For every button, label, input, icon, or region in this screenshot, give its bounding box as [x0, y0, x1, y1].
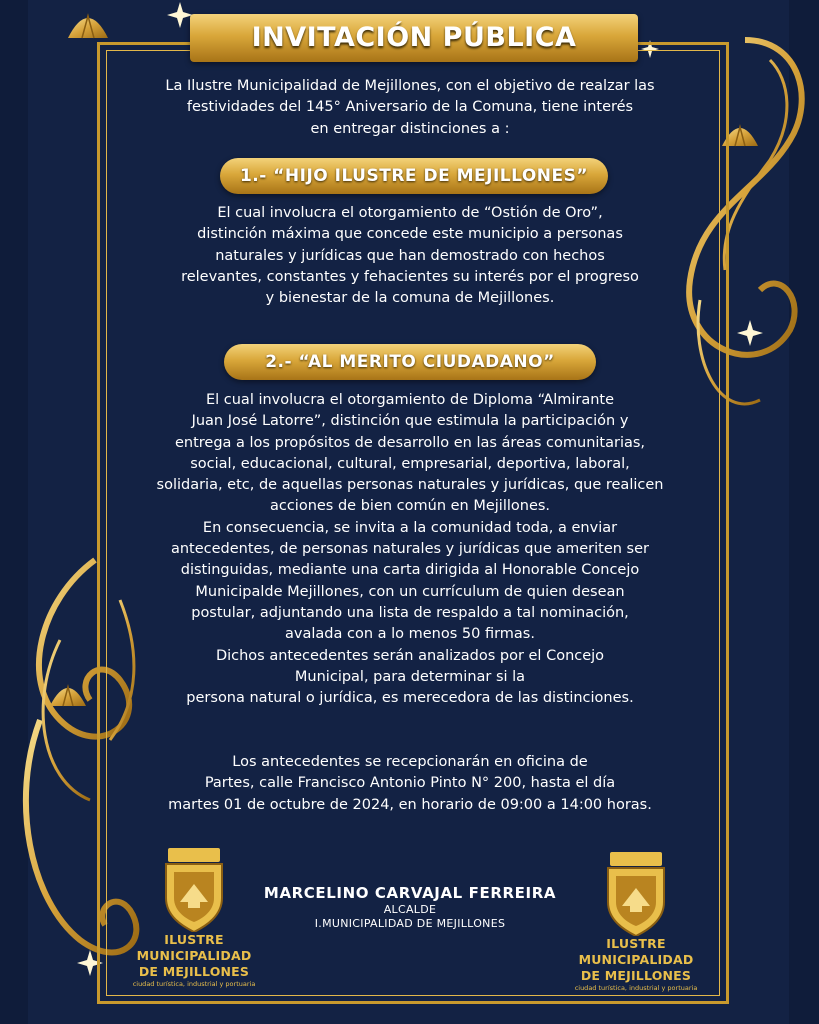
section1-paragraph — [130, 203, 690, 309]
title-banner — [190, 14, 638, 62]
section2-line: acciones de bien común en Mejillones. — [269, 498, 551, 515]
page-title: INVITACIÓN PÚBLICA — [251, 22, 577, 53]
section2-banner — [224, 344, 596, 380]
section2-line: Municipal, para determinar si la — [294, 668, 526, 685]
closing-line: Partes, calle Francisco Antonio Pinto N° 200, hasta el día — [204, 775, 616, 792]
signature-organization: I.MUNICIPALIDAD DE MEJILLONES — [314, 917, 506, 930]
intro-line: en entregar distinciones a : — [310, 120, 510, 137]
signature-block — [250, 884, 570, 931]
logo-name-line1: ILUSTRE MUNICIPALIDAD — [578, 936, 694, 967]
shield-icon — [162, 848, 226, 932]
logo-name-line1: ILUSTRE MUNICIPALIDAD — [136, 932, 252, 963]
section1-heading: 1.- “HIJO ILUSTRE DE MEJILLONES” — [239, 166, 589, 186]
section1-line: naturales y jurídicas que han demostrado con hechos — [215, 247, 605, 264]
section2-line: El cual involucra el otorgamiento de Diploma “Almirante — [205, 392, 615, 408]
section2-line: En consecuencia, se invita a la comunidad toda, a enviar — [202, 519, 618, 536]
intro-line: festividades del 145° Aniversario de la Comuna, tiene interés — [186, 99, 634, 116]
section2-line: Municipalde Mejillones, con un currículum de quien desean — [195, 583, 625, 600]
mayor-role: ALCALDE — [383, 903, 437, 916]
intro-line: La Ilustre Municipalidad de Mejillones, con el objetivo de realzar las — [165, 78, 655, 94]
section2-line: postular, adjuntando una lista de respaldo a tal nominación, — [191, 604, 629, 621]
logo-name-line2: DE MEJILLONES — [138, 964, 250, 979]
section2-heading: 2.- “AL MERITO CIUDADANO” — [265, 352, 555, 372]
section1-line: y bienestar de la comuna de Mejillones. — [265, 290, 555, 307]
shield-icon — [604, 852, 668, 936]
closing-line: martes 01 de octubre de 2024, en horario de 09:00 a 14:00 horas. — [168, 796, 652, 813]
section2-line: solidaria, etc, de aquellas personas naturales y jurídicas, que realicen — [156, 477, 664, 494]
section1-line: relevantes, constantes y fehacientes su interés por el progreso — [181, 268, 639, 285]
logo-tagline: ciudad turística, industrial y portuaria — [574, 984, 698, 992]
section1-line: distinción máxima que concede este municipio a personas — [197, 226, 623, 243]
section1-banner — [220, 158, 608, 194]
section2-line: distinguidas, mediante una carta dirigida al Honorable Concejo — [180, 562, 640, 579]
section2-line: social, educacional, cultural, empresarial, deportiva, laboral, — [190, 455, 630, 472]
section2-paragraph — [130, 390, 690, 709]
section1-line: El cual involucra el otorgamiento de “Ostión de Oro”, — [217, 205, 603, 221]
section2-line: Juan José Latorre”, distinción que estimula la participación y — [191, 413, 629, 430]
municipality-logo-right — [556, 852, 716, 993]
logo-name-line2: DE MEJILLONES — [580, 968, 692, 983]
mayor-name: MARCELINO CARVAJAL FERREIRA — [263, 884, 557, 902]
section2-line: Dichos antecedentes serán analizados por el Concejo — [215, 647, 605, 664]
closing-line: Los antecedentes se recepcionarán en oficina de — [232, 754, 588, 770]
closing-paragraph — [130, 752, 690, 816]
logo-tagline: ciudad turística, industrial y portuaria — [132, 980, 256, 988]
intro-paragraph — [130, 76, 690, 140]
section2-line: antecedentes, de personas naturales y jurídicas que ameriten ser — [170, 541, 649, 558]
section2-line: avalada con a lo menos 50 firmas. — [285, 626, 535, 643]
section2-line: entrega a los propósitos de desarrollo en las áreas comunitarias, — [174, 434, 646, 451]
section2-line: persona natural o jurídica, es merecedora de las distinciones. — [186, 690, 634, 707]
